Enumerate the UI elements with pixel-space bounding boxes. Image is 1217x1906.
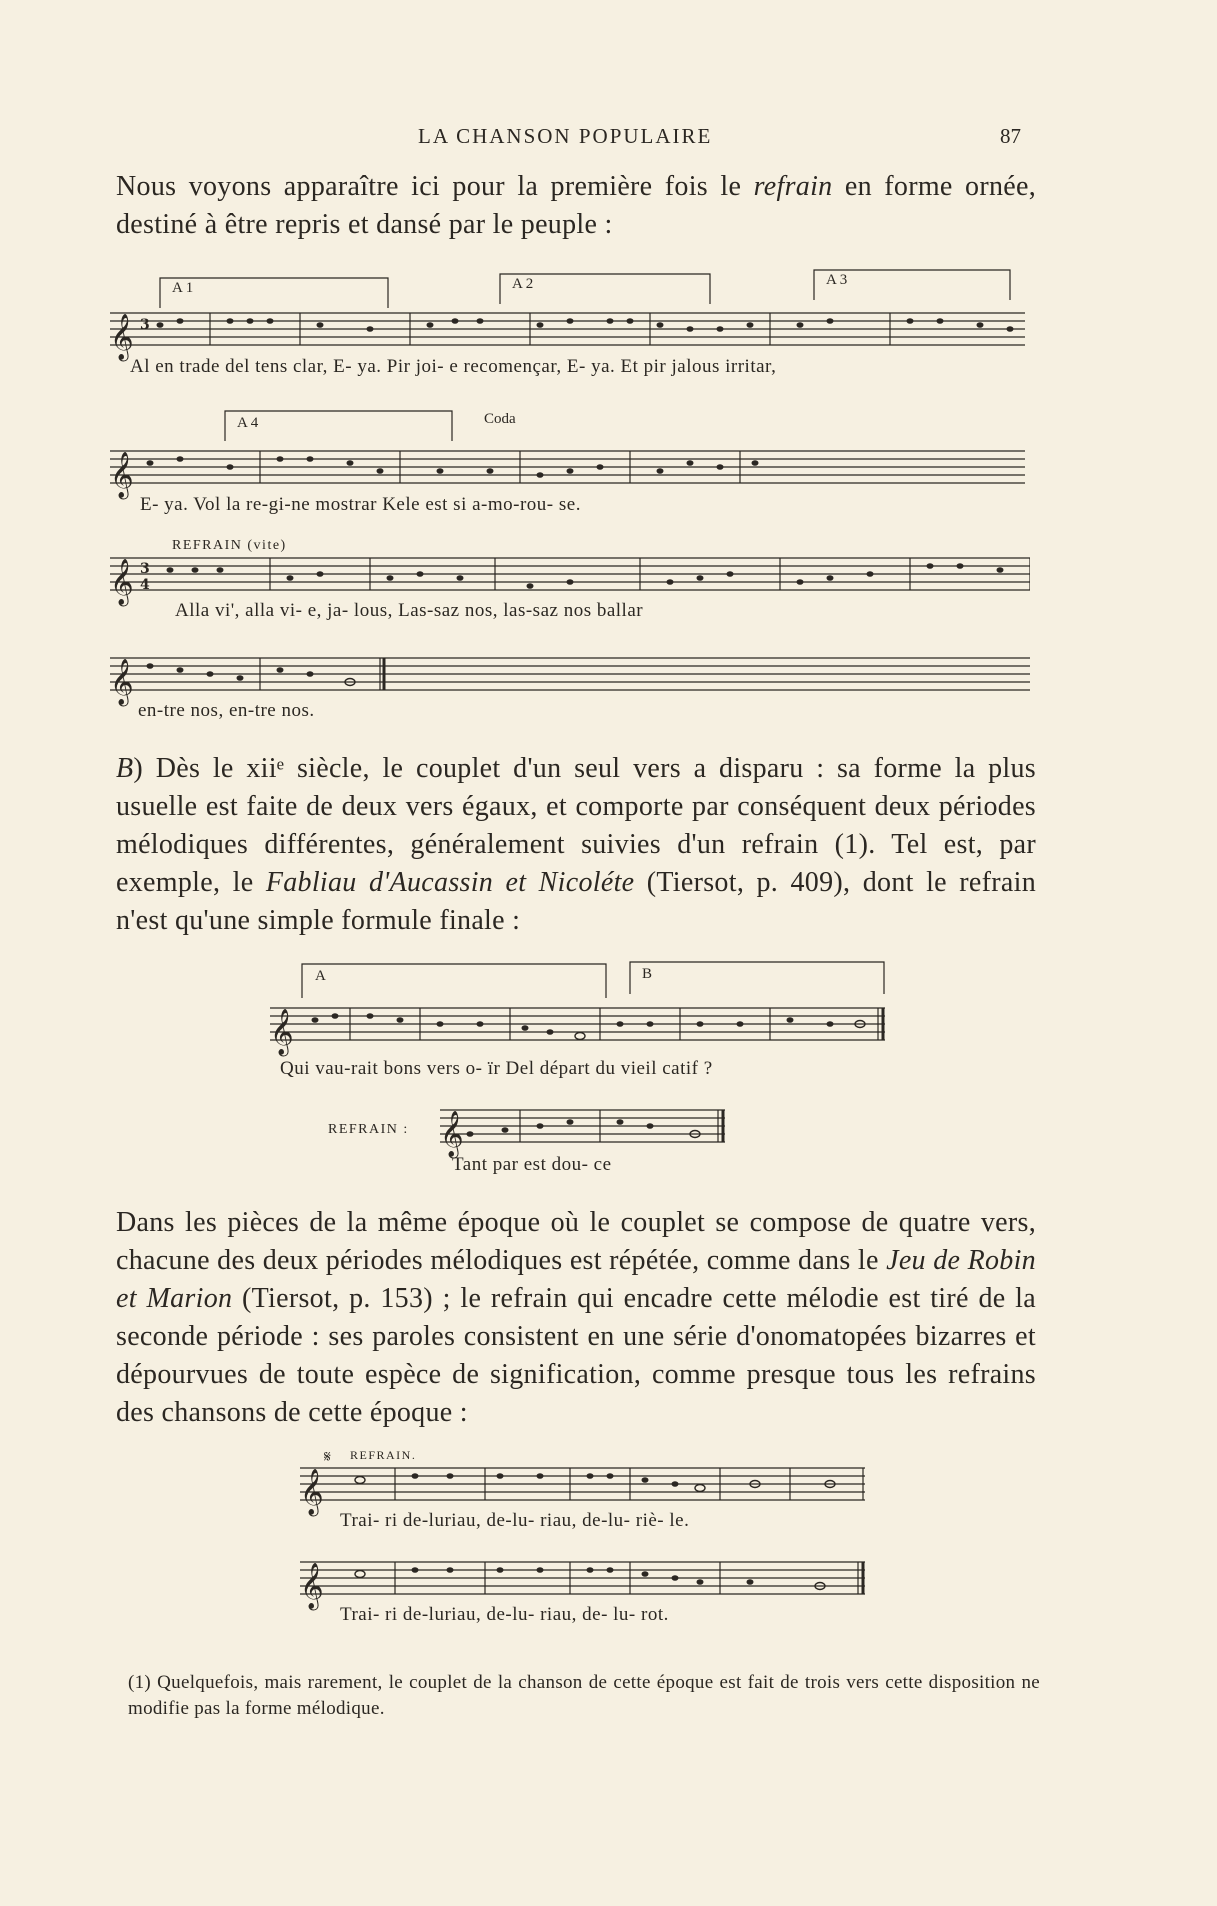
music-example-1 bbox=[110, 258, 1030, 728]
music2-refrain-lyrics: Tant par est dou- ce bbox=[452, 1154, 612, 1175]
music1-lyrics-line4: en-tre nos, en-tre nos. bbox=[138, 700, 315, 721]
svg-text:𝄋: 𝄋 bbox=[324, 1448, 331, 1466]
para2-text-end: (Tiersot, p. 153) ; le refrain qui encadre cette mélodie est tiré de la seconde période : ses paroles consistent en une série d'onomatopées bizarres et dépourvues de toute espèce de signification, comme presque tous les refrains des chansons de cette époque : bbox=[116, 1283, 1036, 1428]
svg-text:𝄞: 𝄞 bbox=[270, 1009, 294, 1055]
section-b-label: B bbox=[116, 753, 134, 784]
music1-label-coda: Coda bbox=[484, 411, 516, 427]
svg-text:𝄞: 𝄞 bbox=[110, 452, 134, 498]
svg-text:3: 3 bbox=[140, 561, 150, 577]
intro-text-end: en forme ornée, destiné à être repris et dansé par le peuple : bbox=[116, 171, 1037, 240]
running-title: LA CHANSON POPULAIRE bbox=[418, 124, 713, 148]
section-b-italic-title: Fabliau d'Aucassin et Nicoléte bbox=[265, 867, 635, 898]
intro-paragraph bbox=[116, 168, 1036, 244]
svg-text:𝄞: 𝄞 bbox=[110, 314, 134, 360]
music1-label-a1: A 1 bbox=[172, 280, 194, 296]
svg-text:𝄞: 𝄞 bbox=[440, 1111, 464, 1157]
paragraph-robin-marion bbox=[116, 1204, 1036, 1432]
music2-refrain-label: REFRAIN : bbox=[328, 1122, 409, 1137]
page-number: 87 bbox=[1000, 124, 1021, 148]
intro-text: Nous voyons apparaître ici pour la première fois le bbox=[116, 171, 754, 202]
section-b-text: ) Dès le xiiᵉ siècle, le couplet d'un seul vers a disparu : sa forme la plus usuelle est faite de deux vers égaux, et comporte par conséquent deux périodes mélodiques différentes, généralement suivies d'un refrain (1). Tel est, par exemple, le bbox=[116, 753, 1036, 898]
music1-label-a3: A 3 bbox=[826, 272, 848, 288]
music3-refrain-label: REFRAIN. bbox=[350, 1448, 417, 1462]
page-header bbox=[0, 124, 1217, 154]
music1-lyrics-line1: Al en trade del tens clar, E- ya. Pir joi- e recomençar, E- ya. Et pir jalous irritar, bbox=[130, 356, 777, 377]
music2-lyrics: Qui vau-rait bons vers o- ïr Del départ du vieil catif ? bbox=[280, 1058, 713, 1079]
music1-refrain-label: REFRAIN (vite) bbox=[172, 538, 287, 553]
music1-label-a2: A 2 bbox=[512, 276, 534, 292]
para2-italic-title: Jeu de Robin et Marion bbox=[116, 1245, 1036, 1314]
music-example-3 bbox=[300, 1448, 880, 1638]
para2-text: Dans les pièces de la même époque où le couplet se compose de quatre vers, chacune des deux périodes mélodiques est répétée, comme dans le bbox=[116, 1207, 1036, 1276]
music1-lyrics-line2: E- ya. Vol la re-gi-ne mostrar Kele est si a-mo-rou- se. bbox=[140, 494, 581, 515]
music2-label-a: A bbox=[315, 968, 326, 984]
svg-text:𝄞: 𝄞 bbox=[300, 1563, 324, 1609]
music2-label-b: B bbox=[642, 966, 653, 982]
svg-text:𝄞: 𝄞 bbox=[300, 1469, 324, 1515]
music3-lyrics2: Trai- ri de-luriau, de-lu- riau, de- lu- rot. bbox=[340, 1604, 669, 1625]
section-b-paragraph bbox=[116, 750, 1036, 940]
music-example-1-notation bbox=[110, 258, 1030, 728]
svg-text:𝄞: 𝄞 bbox=[110, 659, 134, 705]
svg-text:3: 3 bbox=[140, 317, 150, 333]
music1-label-a4: A 4 bbox=[237, 415, 259, 431]
section-b-text-end: (Tiersot, p. 409), dont le refrain n'est qu'une simple formule finale : bbox=[116, 867, 1036, 936]
music1-lyrics-line3: Alla vi', alla vi- e, ja- lous, Las-saz nos, las-saz nos ballar bbox=[175, 600, 644, 621]
music3-lyrics1: Trai- ri de-luriau, de-lu- riau, de-lu- riè- le. bbox=[340, 1510, 690, 1531]
svg-text:4: 4 bbox=[140, 577, 150, 593]
footnote: (1) Quelquefois, mais rarement, le couplet de la chanson de cette époque est fait de trois vers cette disposition ne modifie pas la forme mélodique. bbox=[128, 1672, 1040, 1719]
svg-text:𝄞: 𝄞 bbox=[110, 559, 134, 605]
intro-italic: refrain bbox=[753, 171, 833, 202]
music-example-2 bbox=[270, 958, 910, 1188]
